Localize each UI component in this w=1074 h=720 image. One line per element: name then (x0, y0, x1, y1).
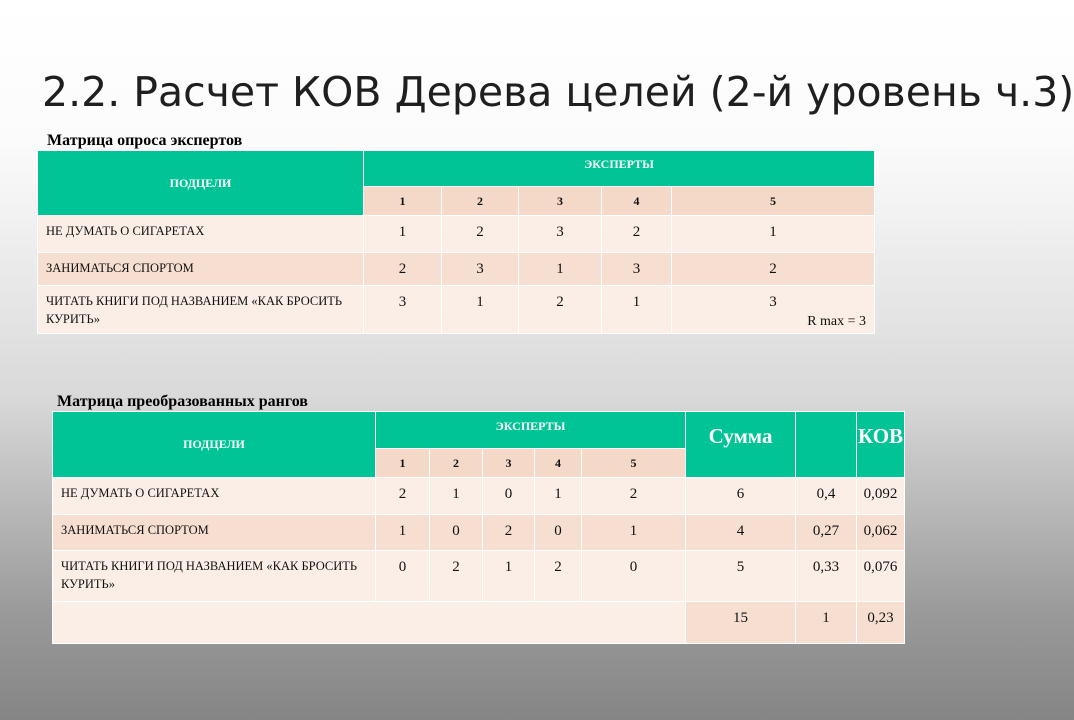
kov-cell: 0,092 (857, 478, 905, 515)
totals-row (53, 602, 905, 644)
row-label: НЕ ДУМАТЬ О СИГАРЕТАХ (53, 478, 376, 515)
rank-cell: 2 (535, 551, 582, 602)
empty-cell (53, 602, 686, 644)
expert-number: 5 (582, 449, 686, 478)
weight-cell: 0,27 (796, 515, 857, 551)
transformed-ranks-caption: Матрица преобразованных рангов (57, 393, 308, 410)
expert-number: 2 (430, 449, 483, 478)
table-row (38, 286, 875, 334)
expert-number: 3 (519, 187, 602, 216)
rank-cell: 0 (376, 551, 430, 602)
rank-cell: 3 (602, 253, 672, 286)
survey-matrix-caption: Матрица опроса экспертов (47, 132, 243, 149)
expert-number: 5 (672, 187, 875, 216)
expert-number: 4 (535, 449, 582, 478)
table-row (38, 253, 875, 286)
row-label: ЗАНИМАТЬСЯ СПОРТОМ (38, 253, 364, 286)
sum-cell: 6 (686, 478, 796, 515)
subgoals-header: ПОДЦЕЛИ (38, 151, 364, 216)
row-label: ЧИТАТЬ КНИГИ ПОД НАЗВАНИЕМ «КАК БРОСИТЬ КУРИТЬ» (38, 286, 364, 334)
rank-cell: 0 (535, 515, 582, 551)
kov-cell: 0,062 (857, 515, 905, 551)
total-kov-cell: 0,23 (857, 602, 905, 644)
expert-number: 1 (376, 449, 430, 478)
rank-cell: 1 (364, 216, 442, 253)
rank-cell: 3 (442, 253, 519, 286)
total-weight-cell: 1 (796, 602, 857, 644)
rank-cell: 1 (442, 286, 519, 334)
table-row (53, 551, 905, 602)
rank-cell: 0 (582, 551, 686, 602)
subgoals-header: ПОДЦЕЛИ (53, 412, 376, 478)
rank-cell: 2 (483, 515, 535, 551)
rank-cell: 1 (483, 551, 535, 602)
weight-cell: 0,4 (796, 478, 857, 515)
kov-header: КОВ (857, 412, 905, 478)
total-sum-cell: 15 (686, 602, 796, 644)
rank-cell: 3 (364, 286, 442, 334)
expert-number: 1 (364, 187, 442, 216)
sum-cell: 5 (686, 551, 796, 602)
rank-cell: 2 (582, 478, 686, 515)
expert-number: 2 (442, 187, 519, 216)
sum-header: Сумма (686, 412, 796, 478)
kov-cell: 0,076 (857, 551, 905, 602)
rank-value: 3 (769, 294, 777, 310)
table-row (38, 216, 875, 253)
rank-cell: 1 (672, 216, 875, 253)
rank-cell: 1 (376, 515, 430, 551)
row-label: НЕ ДУМАТЬ О СИГАРЕТАХ (38, 216, 364, 253)
row-label: ЧИТАТЬ КНИГИ ПОД НАЗВАНИЕМ «КАК БРОСИТЬ КУРИТЬ» (53, 551, 376, 602)
row-label: ЗАНИМАТЬСЯ СПОРТОМ (53, 515, 376, 551)
rank-cell: 2 (364, 253, 442, 286)
rank-cell: 1 (535, 478, 582, 515)
rank-cell: 3 (519, 216, 602, 253)
weight-header (796, 412, 857, 478)
rank-cell: 2 (672, 253, 875, 286)
experts-header: ЭКСПЕРТЫ (364, 151, 875, 187)
survey-matrix-table (37, 150, 875, 334)
table-row (53, 478, 905, 515)
rank-cell: 2 (602, 216, 672, 253)
sum-cell: 4 (686, 515, 796, 551)
rank-cell (672, 286, 875, 334)
rank-cell: 1 (519, 253, 602, 286)
expert-number: 4 (602, 187, 672, 216)
rank-cell: 2 (376, 478, 430, 515)
rank-cell: 2 (430, 551, 483, 602)
rank-cell: 0 (483, 478, 535, 515)
rank-cell: 1 (430, 478, 483, 515)
transformed-ranks-table (52, 411, 905, 644)
rank-cell: 0 (430, 515, 483, 551)
rank-cell: 2 (519, 286, 602, 334)
experts-header: ЭКСПЕРТЫ (376, 412, 686, 449)
rmax-note: R max = 3 (807, 314, 867, 329)
rank-cell: 2 (442, 216, 519, 253)
expert-number: 3 (483, 449, 535, 478)
rank-cell: 1 (582, 515, 686, 551)
weight-cell: 0,33 (796, 551, 857, 602)
table-row (53, 515, 905, 551)
slide-title: 2.2. Расчет КОВ Дерева целей (2-й уровень ч.3) (42, 68, 1074, 116)
rank-cell: 1 (602, 286, 672, 334)
